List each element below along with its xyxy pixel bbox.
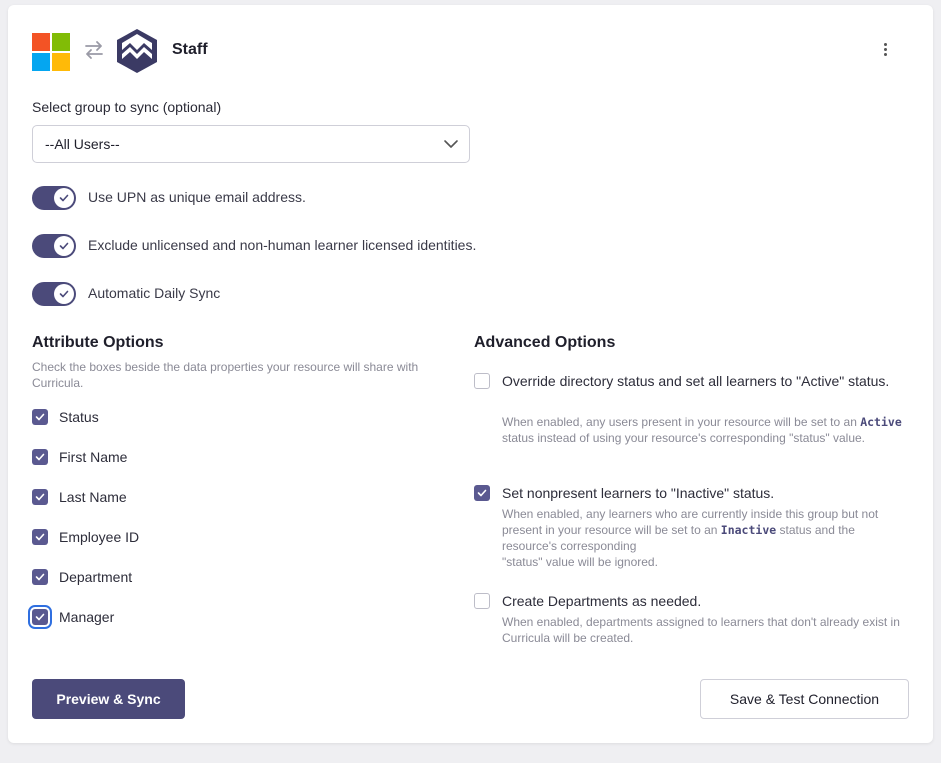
create-departments-description: When enabled, departments assigned to learners that don't already exist in Curricula will be created.	[502, 615, 900, 645]
exclude-unlicensed-toggle[interactable]	[32, 234, 76, 258]
group-select-label: Select group to sync (optional)	[32, 99, 222, 115]
override-status-checkbox[interactable]	[474, 373, 490, 389]
inactive-status-code: Inactive	[720, 523, 777, 537]
nonpresent-inactive-checkbox[interactable]	[474, 485, 490, 501]
check-icon	[35, 572, 45, 582]
save-test-connection-button[interactable]: Save & Test Connection	[700, 679, 909, 719]
check-icon	[477, 488, 487, 498]
microsoft-logo	[32, 33, 70, 71]
chevron-down-icon	[443, 138, 459, 150]
daily-sync-toggle[interactable]	[32, 282, 76, 306]
upn-toggle[interactable]	[32, 186, 76, 210]
last-name-checkbox-label: Last Name	[59, 489, 127, 505]
first-name-checkbox[interactable]	[32, 449, 48, 465]
toggle-knob	[54, 284, 74, 304]
check-icon	[59, 241, 69, 251]
employee-id-checkbox[interactable]	[32, 529, 48, 545]
override-status-label: Override directory status and set all learners to "Active" status.	[502, 373, 890, 389]
card-header	[32, 28, 912, 80]
exclude-unlicensed-toggle-label: Exclude unlicensed and non-human learner licensed identities.	[88, 237, 477, 253]
check-icon	[35, 452, 45, 462]
status-checkbox[interactable]	[32, 409, 48, 425]
employee-id-checkbox-label: Employee ID	[59, 529, 140, 545]
kebab-menu-icon[interactable]	[878, 40, 894, 60]
sync-arrows-icon	[82, 38, 106, 62]
first-name-checkbox-label: First Name	[59, 449, 128, 465]
check-icon	[59, 193, 69, 203]
department-checkbox[interactable]	[32, 569, 48, 585]
create-departments-checkbox[interactable]	[474, 593, 490, 609]
group-select[interactable]	[32, 125, 470, 163]
active-status-code: Active	[860, 415, 902, 429]
nonpresent-inactive-description: When enabled, any learners who are currently inside this group but not present in your resource will be set to an Inactive status and the resource's corresponding "status" value will be ignored.	[502, 507, 879, 569]
integration-card	[8, 5, 933, 743]
manager-checkbox[interactable]	[32, 609, 48, 625]
last-name-checkbox[interactable]	[32, 489, 48, 505]
check-icon	[35, 412, 45, 422]
create-departments-label: Create Departments as needed.	[502, 593, 702, 609]
advanced-options-title: Advanced Options	[474, 334, 616, 351]
group-select-value: --All Users--	[45, 136, 120, 152]
toggle-knob	[54, 188, 74, 208]
manager-checkbox-label: Manager	[59, 609, 115, 625]
check-icon	[35, 612, 45, 622]
status-checkbox-label: Status	[59, 409, 99, 425]
check-icon	[35, 532, 45, 542]
override-status-description: When enabled, any users present in your resource will be set to an Active status instead of using your resource's corresponding "status" value.	[502, 415, 902, 445]
connection-title: Staff	[172, 41, 208, 58]
preview-sync-button[interactable]: Preview & Sync	[32, 679, 185, 719]
toggle-knob	[54, 236, 74, 256]
attribute-options-description: Check the boxes beside the data properties your resource will share with Curricula.	[32, 360, 419, 390]
department-checkbox-label: Department	[59, 569, 133, 585]
nonpresent-inactive-label: Set nonpresent learners to "Inactive" status.	[502, 485, 775, 501]
daily-sync-toggle-label: Automatic Daily Sync	[88, 285, 221, 301]
check-icon	[35, 492, 45, 502]
upn-toggle-label: Use UPN as unique email address.	[88, 189, 306, 205]
check-icon	[59, 289, 69, 299]
curricula-logo	[115, 28, 159, 74]
attribute-options-title: Attribute Options	[32, 334, 164, 351]
